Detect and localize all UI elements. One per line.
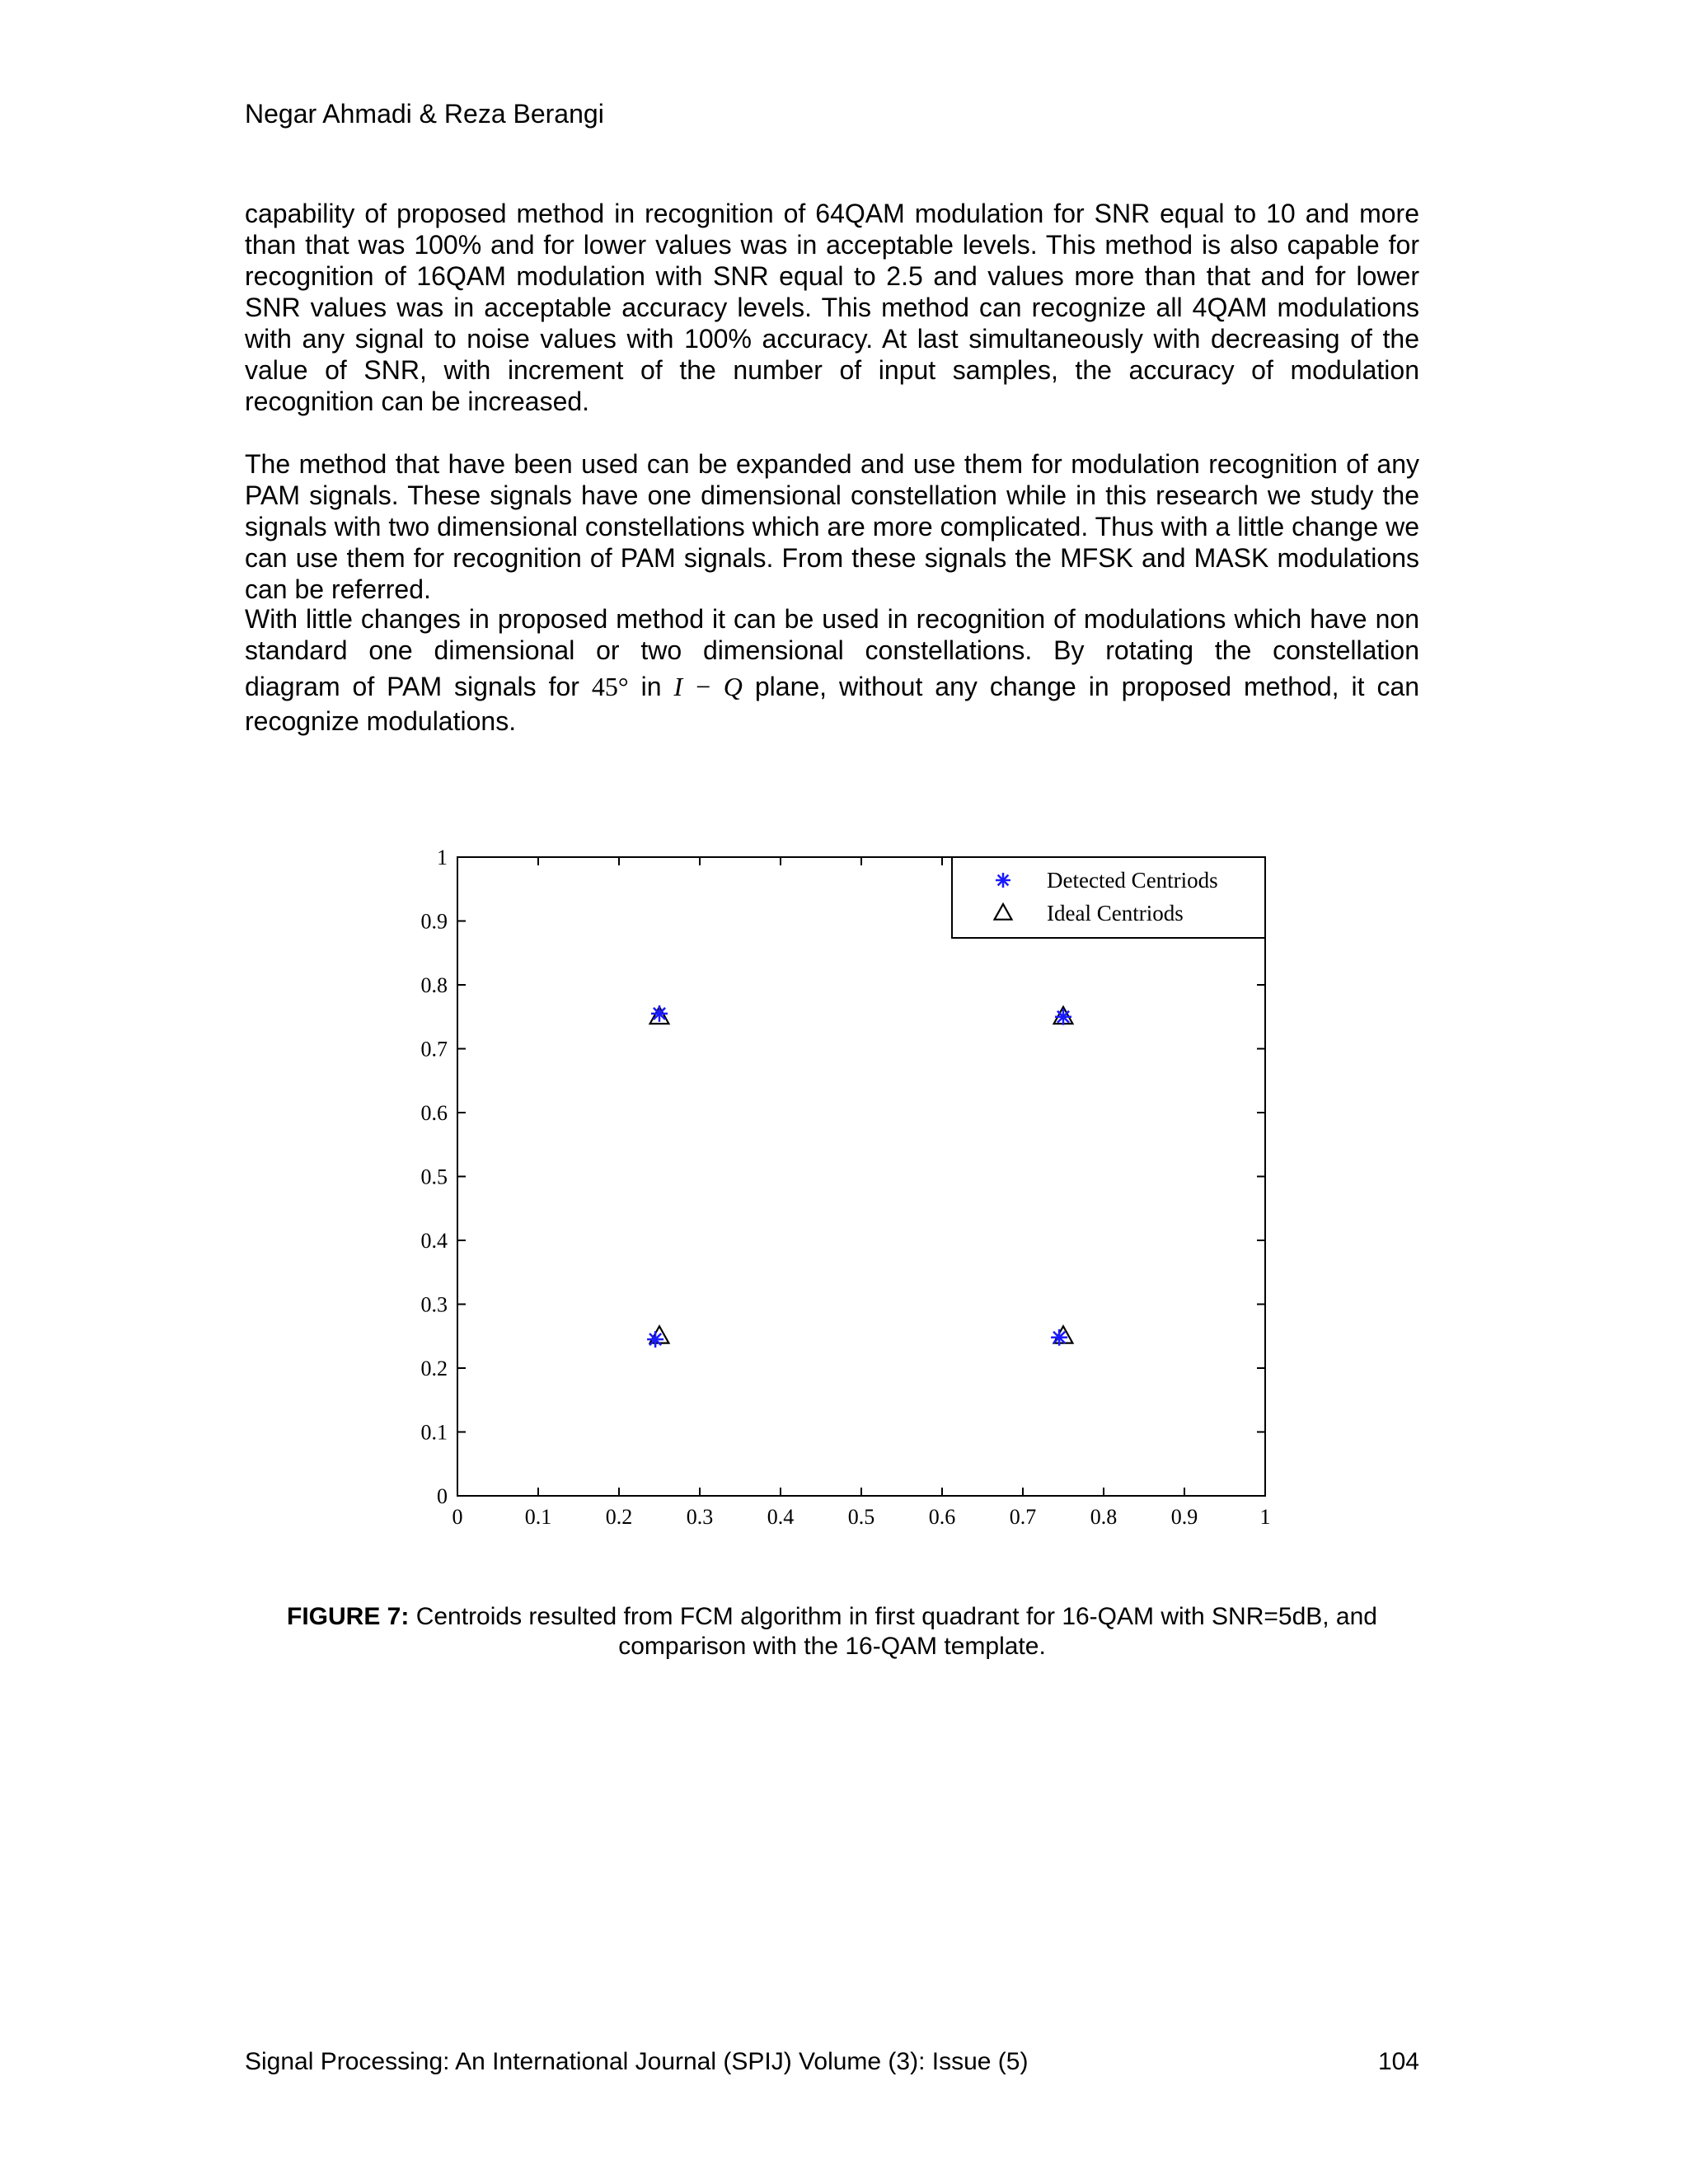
plot-area-frame bbox=[457, 857, 1265, 1496]
x-tick-label: 0 bbox=[452, 1505, 463, 1529]
paragraph-3-prefix: diagram of PAM signals for bbox=[245, 672, 579, 701]
detected-centroid-point bbox=[1055, 1009, 1071, 1025]
y-tick-label: 0.9 bbox=[420, 909, 448, 934]
x-tick-label: 0.8 bbox=[1090, 1505, 1118, 1529]
x-tick-label: 0.5 bbox=[847, 1505, 875, 1529]
scatter-chart bbox=[396, 832, 1269, 1541]
angle-expression: 45° bbox=[591, 672, 629, 701]
x-tick-label: 1 bbox=[1259, 1505, 1271, 1529]
paragraph-3-line-a: With little changes in proposed method it can be used in recognition of modulations which have non standard one dimensional or two dimensional constellations. By rotating the constellation bbox=[245, 604, 1419, 665]
x-tick-label: 0.1 bbox=[524, 1505, 552, 1529]
y-tick-label: 0 bbox=[437, 1484, 448, 1508]
y-tick-label: 0.5 bbox=[420, 1165, 448, 1189]
x-tick-label: 0.3 bbox=[686, 1505, 714, 1529]
paragraph-3 bbox=[245, 603, 1419, 737]
paragraph-3-suffix: plane, without any change in proposed method, it can bbox=[754, 672, 1420, 701]
y-tick-label: 0.8 bbox=[420, 973, 448, 997]
legend-label: Ideal Centriods bbox=[1047, 901, 1184, 926]
figure-caption bbox=[245, 1602, 1419, 1661]
legend-label: Detected Centriods bbox=[1047, 868, 1218, 893]
y-tick-label: 0.7 bbox=[420, 1037, 448, 1062]
paragraph-1: capability of proposed method in recognition of 64QAM modulation for SNR equal to 10 and more than that was 100% and for lower values was in acceptable levels. This method is also capable for recognition of 16QAM modulation with SNR equal to 2.5 and values more than that and for lower SNR values was in acceptable accuracy levels. This method can recognize all 4QAM modulations with any signal to noise values with 100% accuracy. At last simultaneously with decreasing of the value of SNR, with increment of the number of input samples, the accuracy of modulation recognition can be increased. bbox=[245, 199, 1419, 416]
figure-caption-text: Centroids resulted from FCM algorithm in first quadrant for 16-QAM with SNR=5dB, and comparison with the 16-QAM template. bbox=[409, 1603, 1377, 1660]
paragraph-3-line-c: recognize modulations. bbox=[245, 706, 517, 736]
x-tick-label: 0.9 bbox=[1170, 1505, 1198, 1529]
page-number: 104 bbox=[1377, 2048, 1419, 2075]
detected-centroid-point bbox=[1051, 1329, 1067, 1346]
y-tick-label: 0.6 bbox=[420, 1101, 448, 1125]
y-tick-label: 0.2 bbox=[420, 1357, 448, 1380]
paragraph-3-in: in bbox=[640, 672, 662, 701]
paragraph-2: The method that have been used can be expanded and use them for modulation recognition of any PAM signals. These signals have one dimensional constellation while in this research we study the signals with two dimensional constellations which are more complicated. Thus with a little change we can use them for recognition of PAM signals. From these signals the MFSK and MASK modulations can be referred. bbox=[245, 449, 1419, 604]
running-header: Negar Ahmadi & Reza Berangi bbox=[245, 99, 604, 129]
x-tick-label: 0.7 bbox=[1009, 1505, 1037, 1529]
journal-name: Signal Processing: An International Journal (SPIJ) Volume (3): Issue (5) bbox=[245, 2048, 1029, 2075]
chart-root bbox=[421, 846, 1271, 1529]
y-tick-label: 0.3 bbox=[420, 1292, 448, 1317]
detected-centroid-point bbox=[647, 1331, 663, 1347]
detected-centroid-point bbox=[651, 1005, 668, 1022]
page-footer bbox=[245, 2047, 1419, 2077]
paragraph-3-line-b bbox=[245, 671, 1419, 702]
iq-plane-expression: I − Q bbox=[673, 672, 743, 701]
y-tick-label: 0.1 bbox=[420, 1420, 448, 1445]
x-tick-label: 0.2 bbox=[605, 1505, 633, 1529]
x-tick-label: 0.6 bbox=[928, 1505, 956, 1529]
y-tick-label: 0.4 bbox=[420, 1229, 448, 1253]
y-tick-label: 1 bbox=[437, 846, 448, 869]
legend-detected-marker bbox=[996, 873, 1010, 888]
figure-label: FIGURE 7: bbox=[287, 1603, 410, 1630]
x-tick-label: 0.4 bbox=[767, 1505, 795, 1529]
